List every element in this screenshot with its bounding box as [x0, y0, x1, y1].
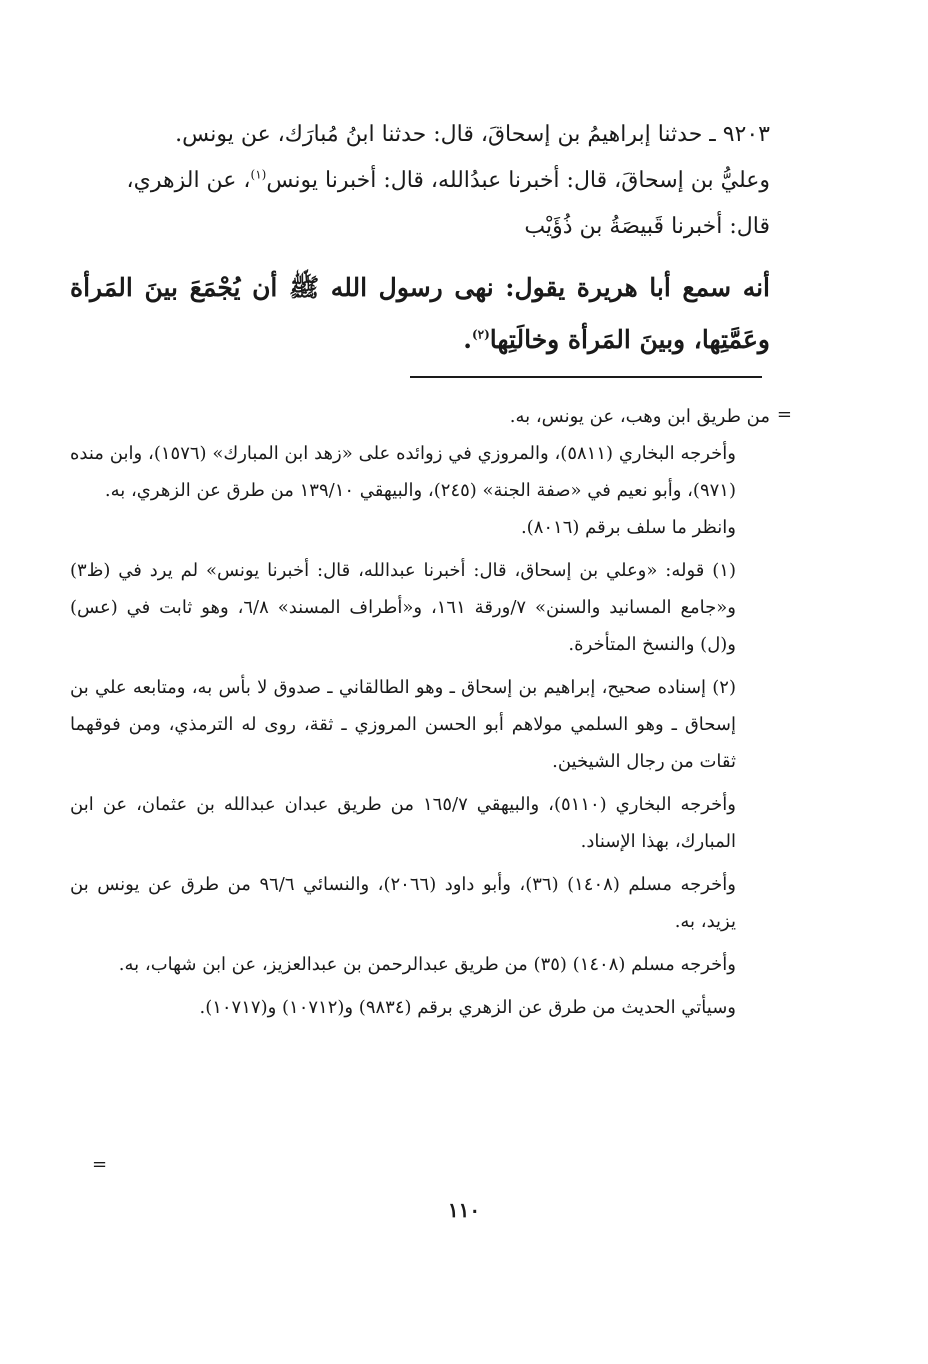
footnote-2-paragraph-5: وسيأتي الحديث من طرق عن الزهري برقم (٩٨٣٤) و(١٠٧١٢) و(١٠٧١٧).: [199, 997, 736, 1018]
footnote-separator: [410, 376, 762, 378]
footnote-2-paragraph-2: وأخرجه البخاري (٥١١٠)، والبيهقي ١٦٥/٧ من طريق عبدان عبدالله بن عثمان، عن ابن المبارك، بهذا الإسناد.: [70, 794, 736, 852]
isnad-line-2: [70, 158, 770, 204]
footnotes: [70, 398, 770, 1026]
matn-text: أنه سمع أبا هريرة يقول: نهى رسول الله ﷺ أن يُجْمَعَ بينَ المَرأة وعَمَّتِها، وبينَ المَرأة وخالَتِها: [70, 273, 770, 354]
footnote-continued-1: من طريق ابن وهب، عن يونس، به.: [509, 406, 770, 427]
isnad-line-2-end: ، عن الزهري،: [126, 168, 251, 193]
page-number: ١١٠: [447, 1198, 481, 1222]
footnote-ref-2[interactable]: (٢): [471, 327, 490, 342]
footnote-ref-1[interactable]: (١): [250, 167, 267, 182]
footnote-1: (١) قوله: «وعلي بن إسحاق، قال: أخبرنا عبدالله، قال: أخبرنا يونس» لم يرد في (ظ٣) و«جامع المسانيد والسنن» ٧/ورقة ١٦١، و«أطراف المسند» ٦/٨، وهو ثابت في (عس) و(ل) والنسخ المتأخرة.: [70, 560, 736, 655]
footnote-2-paragraph-3: وأخرجه مسلم (١٤٠٨) (٣٦)، وأبو داود (٢٠٦٦)، والنسائي ٩٦/٦ من طرق عن يونس بن يزيد، به.: [70, 874, 736, 932]
matn-end: .: [463, 325, 472, 354]
footnote-2-paragraph-4: وأخرجه مسلم (١٤٠٨) (٣٥) من طريق عبدالرحمن بن عبدالعزيز، عن ابن شهاب، به.: [118, 954, 736, 975]
isnad-line-3: قال: أخبرنا قَبيصَةُ بن ذُؤَيْب: [524, 214, 770, 239]
hadith-matn: [70, 262, 770, 366]
footnote-continued-2: وأخرجه البخاري (٥٨١١)، والمروزي في زوائده على «زهد ابن المبارك» (١٥٧٦)، وابن منده (٩٧١)، وأبو نعيم في «صفة الجنة» (٢٤٥)، والبيهقي ١٣٩/١٠ من طرق عن الزهري، به.: [70, 443, 736, 501]
isnad-line-2-text: وعليُّ بن إسحاقَ، قال: أخبرنا عبدُالله، قال: أخبرنا يونس: [266, 168, 770, 193]
continuation-mark-top: =: [776, 404, 792, 425]
continuation-mark-bottom: =: [92, 1154, 108, 1175]
footnote-2: (٢) إسناده صحيح، إبراهيم بن إسحاق ـ وهو الطالقاني ـ صدوق لا بأس به، ومتابعه علي بن إسحاق ـ وهو السلمي مولاهم أبو الحسن المروزي ـ ثقة، روى له الترمذي، ومن فوقهما ثقات من رجال الشيخين.: [70, 677, 736, 772]
hadith-isnad: [70, 112, 770, 250]
footnote-continued-3: وانظر ما سلف برقم (٨٠١٦).: [520, 517, 736, 538]
isnad-line-1: ٩٢٠٣ ـ حدثنا إبراهيمُ بن إسحاقَ، قال: حدثنا ابنُ مُبارَك، عن يونس.: [175, 122, 770, 147]
